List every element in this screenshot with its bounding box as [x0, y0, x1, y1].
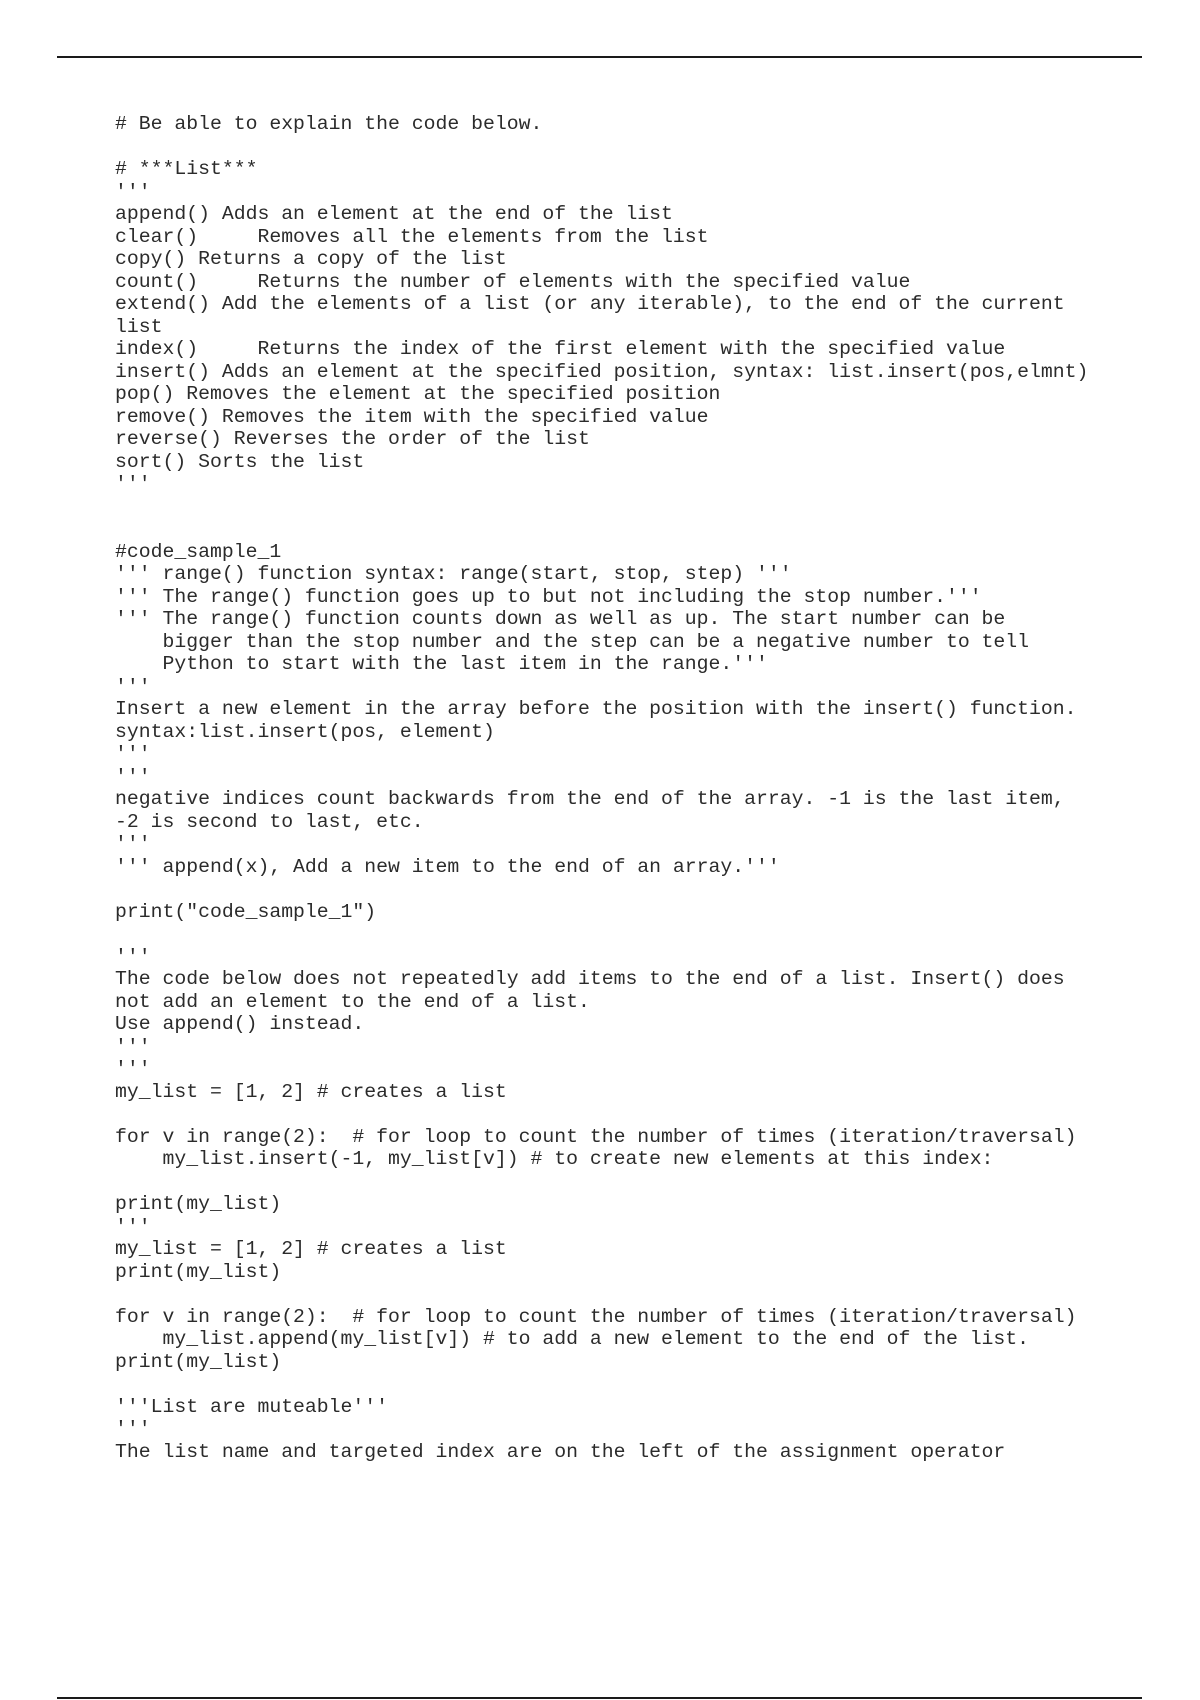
- negative-index-note: negative indices count backwards from the end of the array. -1 is the last item,: [115, 788, 1065, 810]
- code-line-for-loop: for v in range(2): # for loop to count the number of times (iteration/traversal): [115, 1125, 1077, 1148]
- insert-warning-note: The code below does not repeatedly add items to the end of a list. Insert() does: [115, 968, 1065, 990]
- code-sample-heading: #code_sample_1: [115, 540, 282, 563]
- use-append-note: Use append() instead.: [115, 1013, 365, 1035]
- print-statement: print("code_sample_1"): [115, 900, 377, 923]
- method-extend: extend() Add the elements of a list (or any iterable), to the end of the current: [115, 293, 1065, 315]
- blank-line: [115, 878, 1088, 901]
- method-append: append() Adds an element at the end of the list: [115, 203, 673, 225]
- method-copy: copy() Returns a copy of the list: [115, 248, 507, 270]
- code-line-print: print(my_list): [115, 1260, 282, 1283]
- code-line-print: print(my_list): [115, 1193, 282, 1215]
- header-rule: [57, 56, 1142, 58]
- code-document: [115, 113, 1088, 1463]
- docstring-delimiter: ''': [115, 1215, 151, 1238]
- docstring-delimiter: ''': [115, 945, 151, 968]
- comment-line: # Be able to explain the code below.: [115, 113, 543, 135]
- code-line-list-create: my_list = [1, 2] # creates a list: [115, 1080, 507, 1103]
- insert-syntax-note: syntax:list.insert(pos, element): [115, 720, 495, 743]
- method-insert: insert() Adds an element at the specified position, syntax: list.insert(pos,elmnt): [115, 360, 1089, 383]
- footer-rule: [57, 1697, 1142, 1699]
- docstring-delimiter: ''': [115, 1418, 151, 1440]
- code-line-append: my_list.append(my_list[v]) # to add a new element to the end of the list.: [115, 1328, 1030, 1350]
- assignment-note: The list name and targeted index are on the left of the assignment operator: [115, 1440, 1006, 1463]
- docstring-delimiter: ''': [115, 473, 151, 495]
- range-countdown-note-cont: bigger than the stop number and the step can be a negative number to tell: [115, 630, 1030, 653]
- range-countdown-note-cont: Python to start with the last item in the range.''': [115, 653, 768, 675]
- blank-line: [115, 1171, 1088, 1194]
- blank-line: [115, 518, 1088, 541]
- blank-line: [115, 136, 1088, 159]
- docstring-delimiter: ''': [115, 1058, 151, 1080]
- method-reverse: reverse() Reverses the order of the list: [115, 428, 590, 450]
- docstring-delimiter: ''': [115, 765, 151, 788]
- code-line-insert: my_list.insert(-1, my_list[v]) # to create new elements at this index:: [115, 1148, 994, 1170]
- docstring-delimiter: ''': [115, 180, 151, 203]
- method-index: index() Returns the index of the first element with the specified value: [115, 338, 1006, 360]
- insert-warning-note-cont: not add an element to the end of a list.: [115, 990, 590, 1013]
- blank-line: [115, 1283, 1088, 1306]
- code-line-print: print(my_list): [115, 1350, 282, 1373]
- docstring-delimiter: ''': [115, 1035, 151, 1058]
- range-syntax-note: ''' range() function syntax: range(start, stop, step) ''': [115, 563, 792, 585]
- blank-line: [115, 923, 1088, 946]
- docstring-delimiter: ''': [115, 833, 151, 855]
- blank-line: [115, 1373, 1088, 1396]
- method-remove: remove() Removes the item with the specified value: [115, 405, 709, 428]
- section-heading-list: # ***List***: [115, 158, 258, 180]
- code-line-for-loop: for v in range(2): # for loop to count the number of times (iteration/traversal): [115, 1305, 1077, 1328]
- range-countdown-note: ''' The range() function counts down as well as up. The start number can be: [115, 608, 1006, 630]
- docstring-delimiter: ''': [115, 743, 151, 765]
- mutability-note: '''List are muteable''': [115, 1395, 389, 1418]
- docstring-delimiter: ''': [115, 675, 151, 698]
- method-count: count() Returns the number of elements with the specified value: [115, 270, 911, 293]
- method-clear: clear() Removes all the elements from the list: [115, 225, 709, 248]
- append-note: ''' append(x), Add a new item to the end of an array.''': [115, 855, 780, 878]
- negative-index-note-cont: -2 is second to last, etc.: [115, 810, 424, 833]
- method-sort: sort() Sorts the list: [115, 450, 365, 473]
- blank-line: [115, 1103, 1088, 1126]
- range-stop-note: ''' The range() function goes up to but not including the stop number.''': [115, 585, 982, 608]
- method-pop: pop() Removes the element at the specified position: [115, 383, 721, 405]
- code-line-list-create: my_list = [1, 2] # creates a list: [115, 1238, 507, 1260]
- method-extend-wrap: list: [115, 315, 163, 338]
- insert-note: Insert a new element in the array before the position with the insert() function.: [115, 698, 1077, 720]
- blank-line: [115, 496, 1088, 519]
